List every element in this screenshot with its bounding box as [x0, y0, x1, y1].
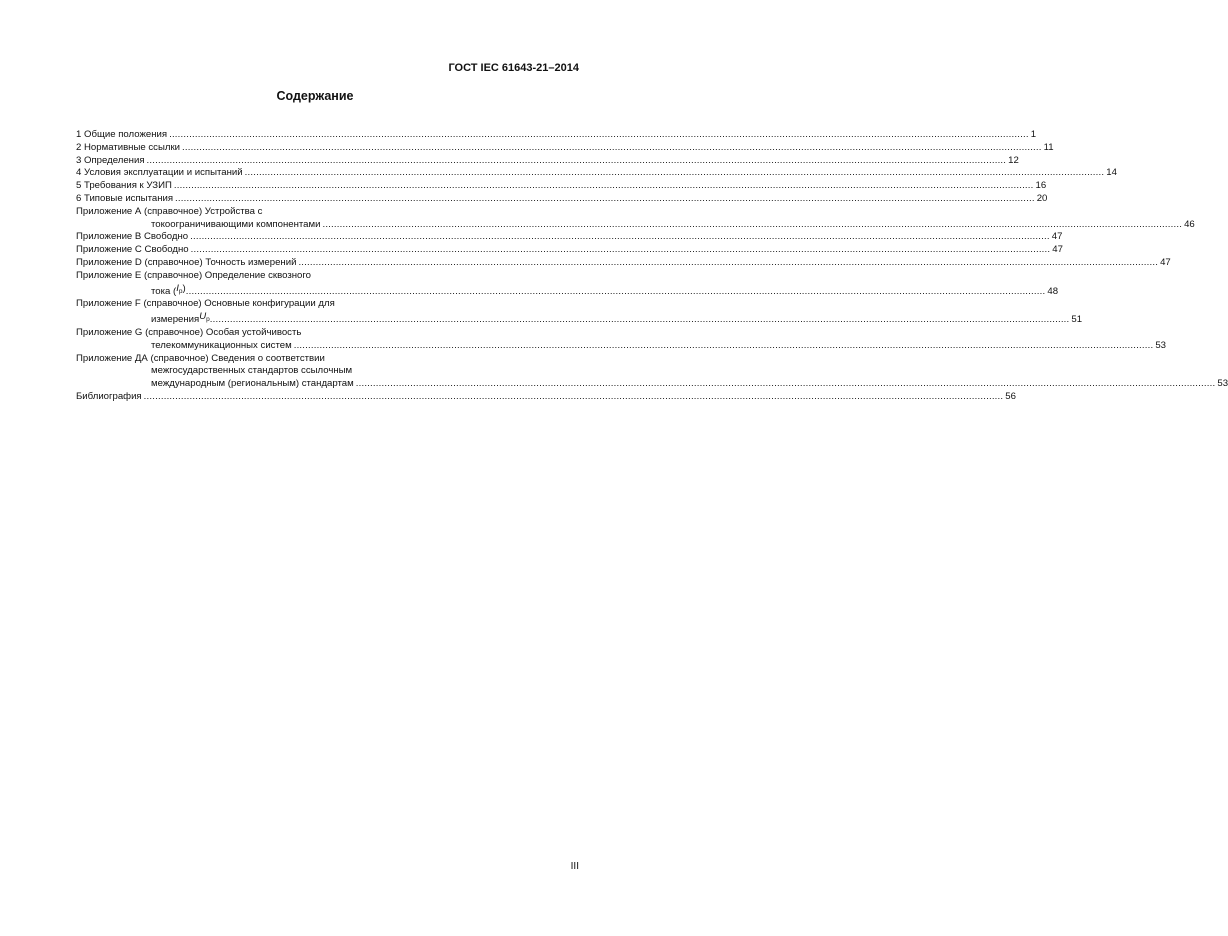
toc-entry-text: 1 Общие положения	[76, 129, 168, 140]
toc-entry-page: 53	[1155, 339, 1167, 351]
toc-entry-page: 51	[1071, 314, 1083, 326]
toc-entry-text: 5 Требования к УЗИП	[76, 180, 172, 192]
dot-leader: ............................................................................................................................................................................................................................................................................................................	[169, 129, 1029, 140]
toc-entry-page: 11	[1043, 141, 1054, 153]
dot-leader: ............................................................................................................................................................................................................................................................................................................	[322, 218, 1183, 230]
toc-entry[interactable]	[76, 192, 1048, 206]
toc-entry-symbol: $U_p$	[199, 311, 210, 324]
toc-entry-text: Приложение Е (справочное) Определение сквозного	[76, 269, 311, 281]
toc-entry-page: 1	[1030, 129, 1037, 140]
dot-leader: ............................................................................................................................................................................................................................................................................................................	[190, 244, 1051, 256]
toc-entry[interactable]	[76, 390, 1016, 404]
toc-entry[interactable]	[76, 256, 1171, 270]
toc-entry-page: 48	[1047, 285, 1059, 297]
toc-entry-page: 53	[1217, 378, 1228, 390]
toc-entry[interactable]	[76, 205, 1195, 232]
toc-entry-text: Приложение D (справочное) Точность измерений	[76, 256, 297, 268]
toc-entry[interactable]	[76, 269, 1059, 299]
toc-entry-page: 12	[1008, 154, 1019, 166]
toc-entry-text: 6 Типовые испытания	[76, 192, 174, 204]
dot-leader: ............................................................................................................................................................................................................................................................................................................	[185, 285, 1046, 297]
toc-entry-page: 56	[1005, 390, 1016, 402]
toc-entry-text: Приложение G (справочное) Особая устойчивость	[76, 326, 302, 338]
toc-entry-text: измерения	[151, 314, 200, 326]
dot-leader: ............................................................................................................................................................................................................................................................................................................	[209, 314, 1070, 326]
page-number: III	[570, 861, 579, 872]
dot-leader: ............................................................................................................................................................................................................................................................................................................	[182, 141, 1042, 153]
dot-leader: ............................................................................................................................................................................................................................................................................................................	[190, 231, 1050, 243]
toc-entry-text: токоограничивающими компонентами	[151, 218, 321, 230]
toc-entry-page: 16	[1035, 180, 1047, 192]
toc-entry[interactable]	[76, 244, 1063, 257]
dot-leader: ............................................................................................................................................................................................................................................................................................................	[146, 154, 1007, 166]
toc-entry[interactable]	[76, 231, 1063, 244]
toc-entry[interactable]	[76, 154, 1019, 168]
toc-entry[interactable]	[76, 352, 1228, 391]
toc-entry[interactable]	[76, 141, 1054, 155]
toc-entry[interactable]	[76, 129, 1037, 142]
toc-entry-page: 14	[1106, 167, 1117, 179]
toc-entry-text: межгосударственных стандартов ссылочным	[151, 365, 353, 377]
toc-entry-page: 47	[1160, 256, 1171, 268]
toc-entry-text: международным (региональным) стандартам	[151, 378, 354, 390]
table-of-contents	[76, 129, 1228, 404]
toc-title: Содержание	[276, 89, 354, 103]
dot-leader: ............................................................................................................................................................................................................................................................................................................	[143, 390, 1004, 402]
toc-entry-text: Приложение F (справочное) Основные конфигурации для	[76, 298, 335, 310]
toc-entry-symbol: $I_p$)	[176, 282, 186, 295]
toc-entry[interactable]	[76, 167, 1117, 180]
toc-entry-text: Приложение ДА (справочное) Сведения о соответствии	[76, 352, 325, 364]
toc-entry-text: тока (	[151, 285, 177, 297]
toc-entry[interactable]	[76, 180, 1047, 193]
toc-entry-text: 2 Нормативные ссылки	[76, 141, 181, 153]
toc-entry-text: Библиография	[76, 390, 142, 402]
dot-leader: ............................................................................................................................................................................................................................................................................................................	[298, 256, 1159, 268]
toc-entry-text: Приложение А (справочное) Устройства с	[76, 205, 263, 217]
toc-entry-text: 4 Условия эксплуатации и испытаний	[76, 167, 243, 179]
toc-entry-text: Приложение С Свободно	[76, 244, 189, 256]
toc-entry-text: 3 Определения	[76, 154, 145, 166]
dot-leader: ............................................................................................................................................................................................................................................................................................................	[173, 180, 1034, 192]
dot-leader: ............................................................................................................................................................................................................................................................................................................	[293, 339, 1154, 351]
document-code: ГОСТ IEC 61643-21–2014	[448, 62, 579, 74]
toc-entry[interactable]	[76, 326, 1167, 353]
dot-leader: ............................................................................................................................................................................................................................................................................................................	[175, 192, 1035, 204]
toc-entry-text: Приложение В Свободно	[76, 231, 189, 243]
toc-entry-page: 46	[1184, 218, 1195, 230]
toc-entry-page: 20	[1036, 192, 1048, 204]
toc-entry-text: телекоммуникационных систем	[151, 339, 292, 351]
toc-entry[interactable]	[76, 298, 1083, 327]
toc-entry-page: 47	[1052, 244, 1063, 256]
toc-entry-page: 47	[1051, 231, 1063, 243]
dot-leader: ............................................................................................................................................................................................................................................................................................................	[244, 167, 1105, 179]
dot-leader: ............................................................................................................................................................................................................................................................................................................	[355, 378, 1216, 390]
